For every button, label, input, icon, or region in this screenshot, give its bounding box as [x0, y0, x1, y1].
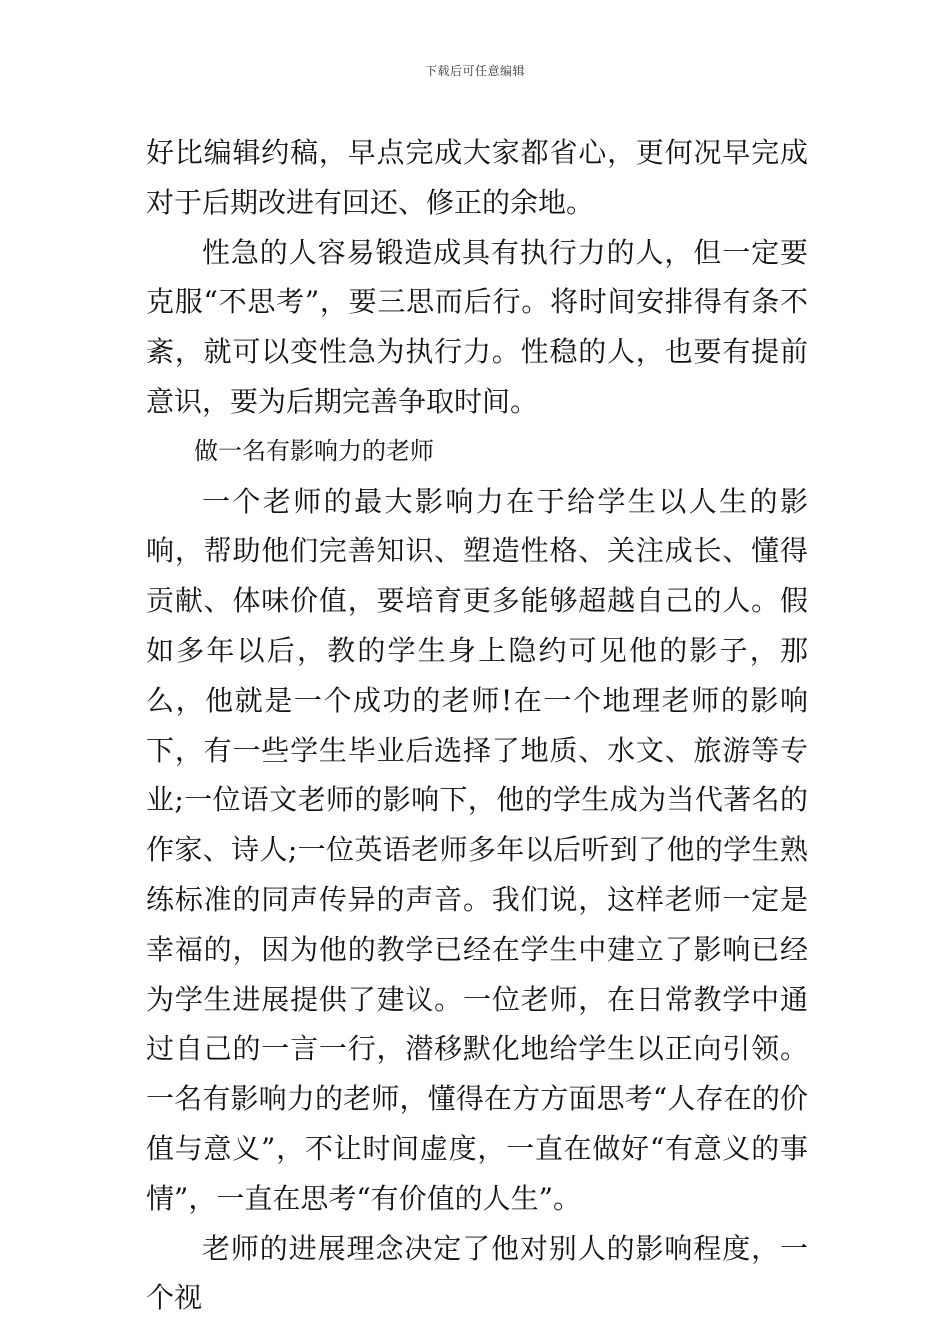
- paragraph-development-concept: 老师的进展理念决定了他对别人的影响程度，一个视: [146, 1231, 808, 1315]
- document-body: [146, 128, 808, 1323]
- paragraph-continuation: 好比编辑约稿，早点完成大家都省心，更何况早完成对于后期改进有回还、修正的余地。: [146, 136, 808, 219]
- section-heading: 做一名有影响力的老师: [194, 436, 434, 465]
- page-header: 下载后可任意编辑: [424, 64, 525, 78]
- paragraph-impatience: 性急的人容易锻造成具有执行力的人，但一定要克服“不思考”，要三思而后行。将时间安排得有条不紊，就可以变性急为执行力。性稳的人，也要有提前意识，要为后期完善争取时间。: [146, 235, 808, 418]
- paragraph-influence: 一个老师的最大影响力在于给学生以人生的影响，帮助他们完善知识、塑造性格、关注成长、懂得贡献、体味价值，要培育更多能够超越自己的人。假如多年以后，教的学生身上隐约可见他的影子，那么，他就是一个成功的老师!在一个地理老师的影响下，有一些学生毕业后选择了地质、水文、旅游等专业;一位语文老师的影响下，他的学生成为当代著名的作家、诗人;一位英语老师多年以后听到了他的学生熟练标准的同声传异的声音。我们说，这样老师一定是幸福的，因为他的教学已经在学生中建立了影响已经为学生进展提供了建议。一位老师，在日常教学中通过自己的一言一行，潜移默化地给学生以正向引领。一名有影响力的老师，懂得在方方面思考“人存在的价值与意义”，不让时间虚度，一直在做好“有意义的事情”，一直在思考“有价值的人生”。: [146, 484, 808, 1215]
